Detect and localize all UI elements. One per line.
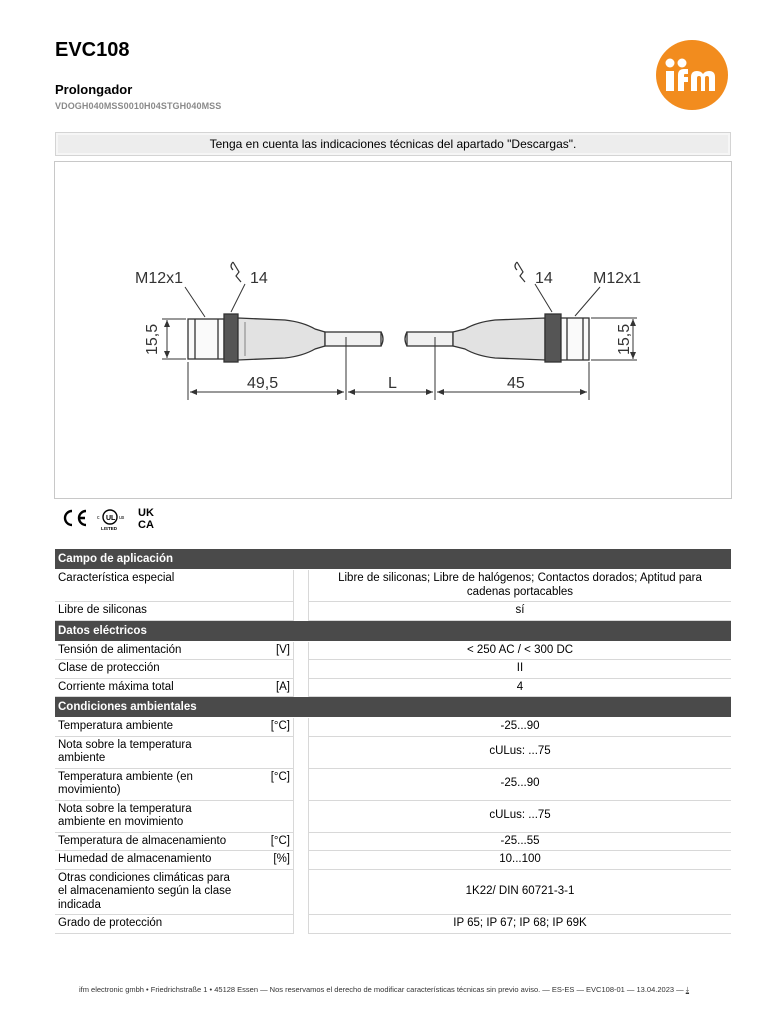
right-length-label: 45 bbox=[507, 375, 525, 392]
spec-row bbox=[55, 833, 731, 852]
ukca-bottom: CA bbox=[138, 519, 154, 531]
ul-mark: UL bbox=[106, 515, 116, 522]
spec-value: < 250 AC / < 300 DC bbox=[308, 642, 731, 661]
spec-unit bbox=[238, 570, 294, 602]
product-subtitle: Prolongador bbox=[55, 82, 133, 97]
section-header: Condiciones ambientales bbox=[55, 697, 731, 717]
left-diameter-label: 15,5 bbox=[144, 323, 161, 355]
ul-us: us bbox=[119, 515, 125, 521]
section-header: Datos eléctricos bbox=[55, 621, 731, 641]
spec-label: Tensión de alimentación bbox=[55, 642, 238, 661]
spec-row bbox=[55, 870, 731, 916]
ul-c: c bbox=[97, 515, 100, 521]
logo-dot bbox=[666, 59, 675, 68]
spec-unit: [°C] bbox=[238, 769, 294, 801]
right-diameter-label: 15,5 bbox=[616, 323, 633, 355]
spec-row bbox=[55, 660, 731, 679]
spec-unit bbox=[238, 801, 294, 833]
left-thread-label: M12x1 bbox=[135, 270, 184, 287]
left-cable bbox=[325, 332, 381, 346]
spec-unit: [°C] bbox=[238, 718, 294, 737]
ukca-top: UK bbox=[138, 507, 154, 519]
spec-unit bbox=[238, 915, 294, 934]
logo-dot bbox=[678, 59, 687, 68]
left-body bbox=[238, 318, 325, 360]
right-wrench-flat bbox=[545, 314, 561, 362]
spec-row bbox=[55, 801, 731, 833]
spec-label: Clase de protección bbox=[55, 660, 238, 679]
logo-letter-m bbox=[691, 71, 715, 91]
left-length-label: 49,5 bbox=[247, 375, 279, 392]
ce-e-mark bbox=[79, 511, 86, 525]
spec-row bbox=[55, 602, 731, 621]
section-header: Campo de aplicación bbox=[55, 549, 731, 569]
certification-marks bbox=[58, 503, 178, 533]
spec-unit bbox=[238, 737, 294, 769]
spec-table bbox=[55, 549, 731, 934]
footer-text: ifm electronic gmbh • Friedrichstraße 1 • 45128 Essen — Nos reservamos el derecho de modificar características técnicas sin previo aviso. — ES-ES — EVC108-01 — 13.04.2023 — bbox=[78, 985, 684, 994]
spec-row bbox=[55, 851, 731, 870]
download-icon[interactable]: ⤓ bbox=[685, 985, 690, 994]
cable-length-label: L bbox=[388, 375, 397, 392]
spec-value: Libre de siliconas; Libre de halógenos; Contactos dorados; Aptitud para cadenas portacables bbox=[308, 570, 731, 602]
spec-unit bbox=[238, 660, 294, 679]
spec-unit: [A] bbox=[238, 679, 294, 698]
spec-row bbox=[55, 570, 731, 602]
spec-value: 10...100 bbox=[308, 851, 731, 870]
spec-row bbox=[55, 642, 731, 661]
right-wrench-label: 14 bbox=[535, 270, 553, 287]
spec-label: Humedad de almacenamiento bbox=[55, 851, 238, 870]
spec-row bbox=[55, 737, 731, 769]
spec-label: Grado de protección bbox=[55, 915, 238, 934]
spec-value: IP 65; IP 67; IP 68; IP 69K bbox=[308, 915, 731, 934]
right-body bbox=[453, 318, 545, 360]
right-thread-label: M12x1 bbox=[593, 270, 642, 287]
right-cable bbox=[407, 332, 453, 346]
logo-letter-i bbox=[666, 71, 674, 91]
ce-c-mark bbox=[65, 511, 72, 525]
spec-label: Temperatura de almacenamiento bbox=[55, 833, 238, 852]
spec-value: cULus: ...75 bbox=[308, 737, 731, 769]
ul-listed: LISTED bbox=[101, 526, 118, 531]
spec-row bbox=[55, 915, 731, 934]
spec-label: Temperatura ambiente bbox=[55, 718, 238, 737]
spec-value: -25...90 bbox=[308, 769, 731, 801]
left-wrench-icon bbox=[231, 262, 241, 282]
spec-unit bbox=[238, 870, 294, 916]
spec-label: Nota sobre la temperatura ambiente bbox=[55, 737, 238, 769]
spec-label: Otras condiciones climáticas para el almacenamiento según la clase indicada bbox=[55, 870, 238, 916]
spec-label: Corriente máxima total bbox=[55, 679, 238, 698]
product-title: EVC108 bbox=[55, 39, 130, 61]
left-wrench-label: 14 bbox=[250, 270, 268, 287]
cable-drawing-svg bbox=[55, 162, 731, 498]
spec-unit: [°C] bbox=[238, 833, 294, 852]
ifm-logo bbox=[655, 39, 729, 111]
spec-value: II bbox=[308, 660, 731, 679]
spec-label: Nota sobre la temperatura ambiente en movimiento bbox=[55, 801, 238, 833]
spec-value: -25...90 bbox=[308, 718, 731, 737]
spec-unit bbox=[238, 602, 294, 621]
spec-value: 1K22/ DIN 60721-3-1 bbox=[308, 870, 731, 916]
page-footer bbox=[0, 985, 768, 995]
spec-label: Temperatura ambiente (en movimiento) bbox=[55, 769, 238, 801]
left-wrench-flat bbox=[224, 314, 238, 362]
spec-unit: [V] bbox=[238, 642, 294, 661]
dimension-drawing bbox=[54, 161, 732, 499]
right-nut bbox=[561, 318, 589, 360]
notice-banner: Tenga en cuenta las indicaciones técnicas del apartado "Descargas". bbox=[55, 132, 731, 156]
spec-value: cULus: ...75 bbox=[308, 801, 731, 833]
right-wrench-icon bbox=[515, 262, 525, 282]
spec-value: 4 bbox=[308, 679, 731, 698]
spec-unit: [%] bbox=[238, 851, 294, 870]
spec-row bbox=[55, 718, 731, 737]
spec-label: Libre de siliconas bbox=[55, 602, 238, 621]
spec-value: sí bbox=[308, 602, 731, 621]
spec-row bbox=[55, 769, 731, 801]
spec-label: Característica especial bbox=[55, 570, 238, 602]
spec-row bbox=[55, 679, 731, 698]
spec-value: -25...55 bbox=[308, 833, 731, 852]
product-code: VDOGH040MSS0010H04STGH040MSS bbox=[55, 101, 222, 111]
